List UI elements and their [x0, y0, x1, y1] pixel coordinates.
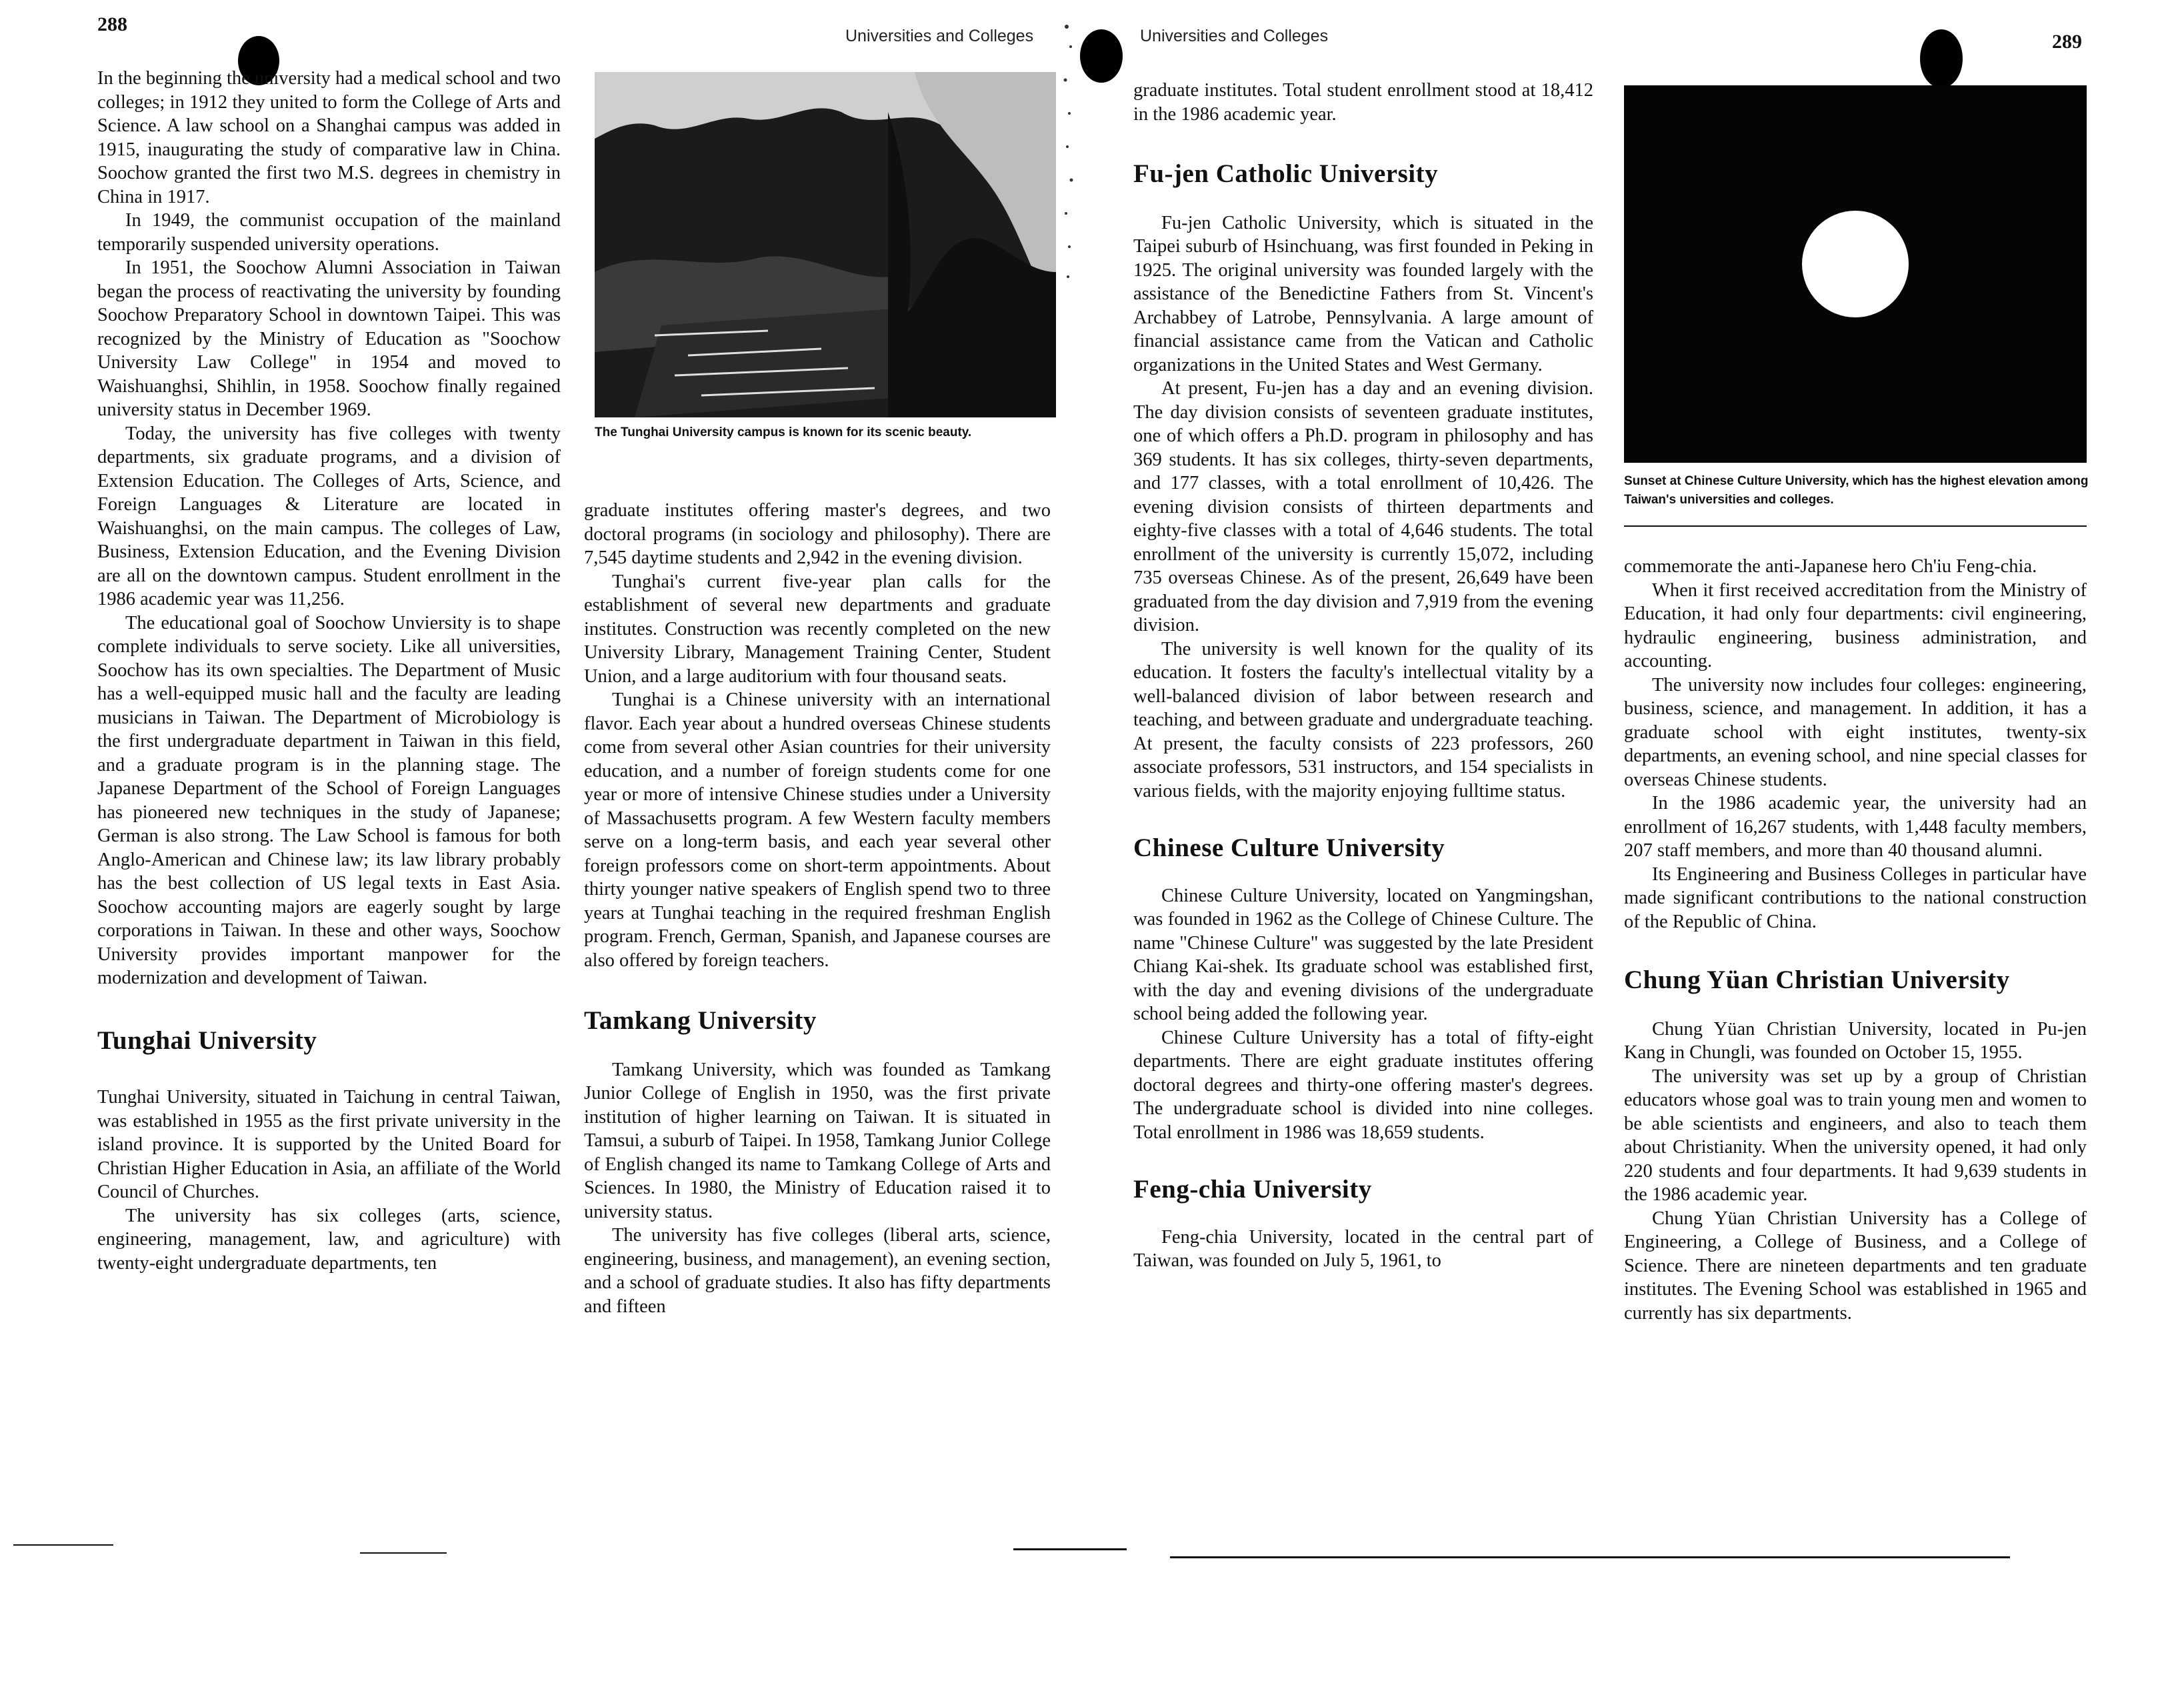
running-head-right: Universities and Colleges	[1140, 27, 1329, 45]
paragraph: In the 1986 academic year, the university had an enrollment of 16,267 students, with 1,448 faculty members, 207 staff members, and more than 40 thousand alumni.	[1624, 793, 2087, 861]
paragraph: Its Engineering and Business Colleges in particular have made significant contributions to the national construction of the Republic of China.	[1624, 864, 2087, 932]
paragraph: Chung Yüan Christian University has a College of Engineering, a College of Business, and a College of Science. There are nineteen departments and ten graduate institutes. The Evening School was established in 1965 and currently has six departments.	[1624, 1208, 2087, 1324]
paragraph: Feng-chia University, located in the central part of Taiwan, was founded on July 5, 1961, to	[1133, 1226, 1593, 1271]
paragraph: In 1951, the Soochow Alumni Association in Taiwan began the process of reactivating the university by founding Soochow Preparatory School in downtown Taipei. This was recognized by the Ministry of Education as "Soochow University Law College" in 1954 and moved to Waishuanghsi, Shihlin, in 1958. Soochow finally regained university status in December 1969.	[97, 257, 561, 420]
page-number-right: 289	[2052, 31, 2082, 53]
page-number-left: 288	[97, 13, 127, 35]
punch-hole-center	[1080, 29, 1123, 83]
col1-body	[97, 67, 561, 990]
tunghai-campus-photo	[595, 72, 1056, 417]
sun-icon	[1624, 85, 2087, 463]
bottom-rule-right	[1170, 1556, 2010, 1558]
bottom-rule-left-2	[360, 1552, 447, 1554]
paragraph: The educational goal of Soochow Unviersity is to shape complete individuals to serve society. Like all universities, Soochow has its own specialties. The Department of Music has a well-equipped music hall and the faculty are leading musicians in Taiwan. The Department of Microbiology is the first undergraduate department in Taiwan in this field, and a graduate program is in the planning stage. The Japanese Department of the School of Foreign Languages has pioneered new techniques in the study of Japanese; German is also strong. The Law School is famous for both Anglo-American and Chinese law; its law library probably has the best collection of US legal texts in East Asia. Soochow accounting majors are eagerly sought by large corporations in Taiwan. In these and other ways, Soochow University provides important manpower for the modernization and development of Taiwan.	[97, 612, 561, 988]
paragraph: Tunghai University, situated in Taichung in central Taiwan, was established in 1955 as the first private university in the island province. It is supported by the United Board for Christian Higher Education in Asia, an affiliate of the World Council of Churches.	[97, 1087, 561, 1202]
tree-scene-icon	[595, 72, 1056, 417]
heading-chinese-culture: Chinese Culture University	[1133, 833, 1445, 862]
paragraph: Fu-jen Catholic University, which is situated in the Taipei suburb of Hsinchuang, was first founded in Peking in 1925. The original university was founded largely with the assistance of the Benedictine Fathers from St. Vincent's Archabbey of Latrobe, Pennsylvania. A large amount of financial assistance came from the Vatican and Catholic organizations in the United States and West Germany.	[1133, 212, 1593, 375]
paragraph: At present, Fu-jen has a day and an evening division. The day division consists of seventeen graduate institutes, one of which offers a Ph.D. program in philosophy and has 369 students. It has six colleges, thirty-seven departments, and 177 classes, with a total enrollment of 10,426. The evening division consists of thirteen departments and eighty-five classes with a total of 4,646 students. The total enrollment of the university is currently 15,072, including 735 overseas Chinese. As of the present, 26,649 have been graduated from the day division and 7,919 from the evening division.	[1133, 378, 1593, 635]
heading-tamkang: Tamkang University	[584, 1006, 817, 1035]
paragraph: Today, the university has five colleges with twenty departments, six graduate programs, and a division of Extension Education. The Colleges of Arts, Science, and Foreign Languages & Literature are located in Waishuanghsi, on the main campus. The colleges of Law, Business, Extension Education, and the Evening Division are all on the downtown campus. Student enrollment in the 1986 academic year was 11,256.	[97, 423, 561, 609]
column-1	[97, 67, 561, 1275]
heading-feng-chia: Feng-chia University	[1133, 1175, 1372, 1204]
column-4	[1624, 555, 2087, 1325]
paragraph: When it first received accreditation from the Ministry of Education, it had only four departments: civil engineering, hydraulic engineering, business administration, and accounting.	[1624, 579, 2087, 671]
paragraph: Chinese Culture University, located on Yangmingshan, was founded in 1962 as the College of Chinese Culture. The name "Chinese Culture" was suggested by the late President Chiang Kai-shek. Its graduate school was established first, with the day and evening divisions of the undergraduate school being added the following year.	[1133, 885, 1593, 1024]
column-2	[584, 499, 1051, 1318]
paragraph: The university is well known for the quality of its education. It fosters the faculty's intellectual vitality by a well-balanced division of labor between research and teaching, and between graduate and undergraduate teaching. At present, the faculty consists of 223 professors, 260 associate professors, 531 instructors, and 154 specialists in various fields, with the majority enjoying fulltime status.	[1133, 638, 1593, 801]
paragraph: In 1949, the communist occupation of the mainland temporarily suspended university operations.	[97, 210, 561, 255]
paragraph: commemorate the anti-Japanese hero Ch'iu Feng-chia.	[1624, 556, 2037, 577]
paragraph: The university has five colleges (liberal arts, science, engineering, business, and management), an evening section, and a school of graduate studies. It also has fifty departments and fifteen	[584, 1225, 1051, 1317]
column-3	[1133, 79, 1593, 1273]
paragraph: graduate institutes. Total student enrollment stood at 18,412 in the 1986 academic year.	[1133, 80, 1593, 125]
sunset-photo	[1624, 85, 2087, 463]
heading-chung-yuan: Chung Yüan Christian University	[1624, 966, 2010, 994]
paragraph: The university has six colleges (arts, science, engineering, management, law, and agriculture) with twenty-eight undergraduate departments, ten	[97, 1205, 561, 1274]
heading-tunghai: Tunghai University	[97, 1026, 317, 1055]
heading-fujen: Fu-jen Catholic University	[1133, 159, 1439, 188]
paragraph: The university was set up by a group of Christian educators whose goal was to train young men and women to be able scientists and engineers, and also to teach them about Christianity. When the university opened, it had only 220 students and four departments. It had 9,639 students in the 1986 academic year.	[1624, 1066, 2087, 1205]
paragraph: Chung Yüan Christian University, located in Pu-jen Kang in Chungli, was founded on October 15, 1955.	[1624, 1018, 2087, 1063]
caption-rule	[1624, 525, 2087, 527]
paragraph: Tamkang University, which was founded as Tamkang Junior College of English in 1950, was the first private institution of higher learning on Taiwan. It is situated in Tamsui, a suburb of Taipei. In 1958, Tamkang Junior College of English changed its name to Tamkang College of Arts and Sciences. In 1980, the Ministry of Education raised it to university status.	[584, 1059, 1051, 1222]
gutter-specks	[1061, 20, 1077, 287]
punch-hole-right	[1920, 29, 1963, 88]
running-head-left: Universities and Colleges	[845, 27, 1034, 45]
sunset-photo-caption: Sunset at Chinese Culture University, which has the highest elevation among Taiwan's universities and colleges.	[1624, 474, 2089, 507]
paragraph: In the beginning the university had a medical school and two colleges; in 1912 they united to form the College of Arts and Science. A law school on a Shanghai campus was added in 1915, inaugurating the study of comparative law in China. Soochow granted the first two M.S. degrees in chemistry in China in 1917.	[97, 68, 561, 207]
paragraph: Tunghai's current five-year plan calls for the establishment of several new departments and graduate institutes. Construction was recently completed on the new University Library, Management Training Center, Student Union, and a large auditorium with four thousand seats.	[584, 571, 1051, 687]
bottom-rule-left	[13, 1544, 113, 1546]
tunghai-photo-caption: The Tunghai University campus is known for its scenic beauty.	[595, 425, 972, 439]
paragraph: The university now includes four colleges: engineering, business, science, and management. In addition, it has a graduate school with eight institutes, twenty-six departments, an evening school, and nine special classes for overseas Chinese students.	[1624, 674, 2087, 790]
paragraph: graduate institutes offering master's degrees, and two doctoral programs (in sociology and philosophy). There are 7,545 daytime students and 2,942 in the evening division.	[584, 500, 1051, 568]
paragraph: Tunghai is a Chinese university with an international flavor. Each year about a hundred overseas Chinese students come from several other Asian countries for their university education, and a number of foreign students come for one year or more of intensive Chinese studies under a University of Massachusetts program. A few Western faculty members serve on a long-term basis, and each year several other foreign professors come on short-term appointments. About thirty younger native speakers of English spend two to three years at Tunghai teaching in the required freshman English program. French, German, Spanish, and Japanese courses are also offered by foreign teachers.	[584, 689, 1051, 971]
paragraph: Chinese Culture University has a total of fifty-eight departments. There are eight graduate institutes offering doctoral degrees and thirty-one offering master's degrees. The undergraduate school is divided into nine colleges. Total enrollment in 1986 was 18,659 students.	[1133, 1027, 1593, 1143]
bottom-rule-center	[1013, 1548, 1127, 1550]
